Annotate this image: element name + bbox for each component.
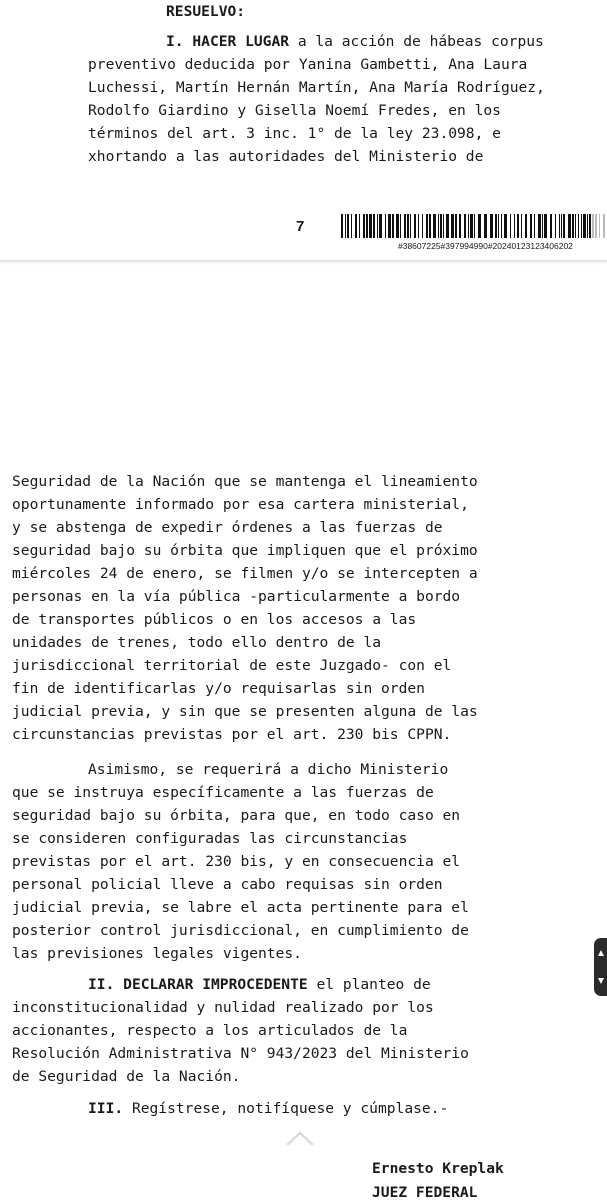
item-2-number: II. [88, 976, 115, 993]
page1-line: términos del art. 3 inc. 1° de la ley 23.098, e [88, 125, 501, 142]
text-line: Seguridad de la Nación que se mantenga el lineamiento [12, 473, 478, 490]
text-line: y se abstenga de expedir órdenes a las fuerzas de [12, 519, 443, 536]
text-line: Asimismo, se requerirá a dicho Ministerio [88, 761, 449, 778]
barcode [341, 214, 607, 238]
scroll-handle-icon [597, 948, 605, 986]
resolution-heading: RESUELVO: [166, 3, 246, 20]
signature-title: JUEZ FEDERAL [372, 1184, 478, 1201]
text-line: personas en la vía pública -particularmente a bordo [12, 588, 461, 605]
text-line: de Seguridad de la Nación. [12, 1068, 241, 1085]
barcode-text: #38607225#397994990#20240123123406202 [398, 241, 573, 251]
text-line: judicial previa, y sin que se presenten alguna de las [12, 703, 478, 720]
page-number: 7 [296, 218, 305, 235]
text-line: judicial previa, se labre el acta pertinente para el [12, 899, 469, 916]
text-line: seguridad bajo su órbita, para que, en todo caso en [12, 807, 461, 824]
item-1-line [166, 32, 544, 52]
page1-line: xhortando a las autoridades del Ministerio de [88, 148, 484, 165]
text-line: miércoles 24 de enero, se filmen y/o se intercepten a [12, 565, 478, 582]
text-line: posterior control jurisdiccional, en cumplimiento de [12, 922, 469, 939]
text-line: las previsiones legales vigentes. [12, 945, 302, 962]
item-3-number: III. [88, 1100, 124, 1117]
scroll-to-top-button[interactable] [274, 1118, 326, 1158]
item-3-text: Regístrese, notifíquese y cúmplase.- [123, 1100, 449, 1117]
item-1-bold-text: HACER LUGAR [192, 33, 290, 50]
item-2-text: el planteo de [307, 976, 431, 993]
text-line: unidades de trenes, todo ello dentro de la [12, 634, 382, 651]
text-line: Resolución Administrativa N° 943/2023 del Ministerio [12, 1045, 469, 1062]
text-line: accionantes, respecto a los articulados de la [12, 1022, 408, 1039]
text-line: previstas por el art. 230 bis, y en consecuencia el [12, 853, 461, 870]
signature-name: Ernesto Kreplak [372, 1160, 504, 1177]
text-line: fin de identificarlas y/o requisarlas sin orden [12, 680, 425, 697]
text-line: inconstitucionalidad y nulidad realizado por los [12, 999, 434, 1016]
page-separator [0, 260, 607, 262]
text-line: personal policial lleve a cabo requisas sin orden [12, 876, 443, 893]
page1-line: Luchessi, Martín Hernán Martín, Ana María Rodríguez, [88, 79, 545, 96]
chevron-up-icon [285, 1129, 315, 1147]
scrollbar-handle[interactable] [594, 938, 607, 996]
item-2-first-line [88, 975, 431, 995]
page1-line: Rodolfo Giardino y Gisella Noemí Fredes, en los [88, 102, 501, 119]
item-1-number: I. [166, 33, 184, 50]
text-line: jurisdiccional territorial de este Juzgado- con el [12, 657, 452, 674]
item-2-bold-text: DECLARAR IMPROCEDENTE [123, 976, 308, 993]
text-line: circunstancias previstas por el art. 230 bis CPPN. [12, 726, 452, 743]
item-1-text: a la acción de hábeas corpus [289, 33, 544, 50]
text-line: que se instruya específicamente a las fuerzas de [12, 784, 434, 801]
text-line: se consideren configuradas las circunstancias [12, 830, 408, 847]
text-line: de transportes públicos o en los accesos a las [12, 611, 417, 628]
text-line: oportunamente informado por esa cartera ministerial, [12, 496, 469, 513]
item-3 [88, 1099, 448, 1119]
page1-line: preventivo deducida por Yanina Gambetti, Ana Laura [88, 56, 528, 73]
text-line: seguridad bajo su órbita que impliquen que el próximo [12, 542, 478, 559]
